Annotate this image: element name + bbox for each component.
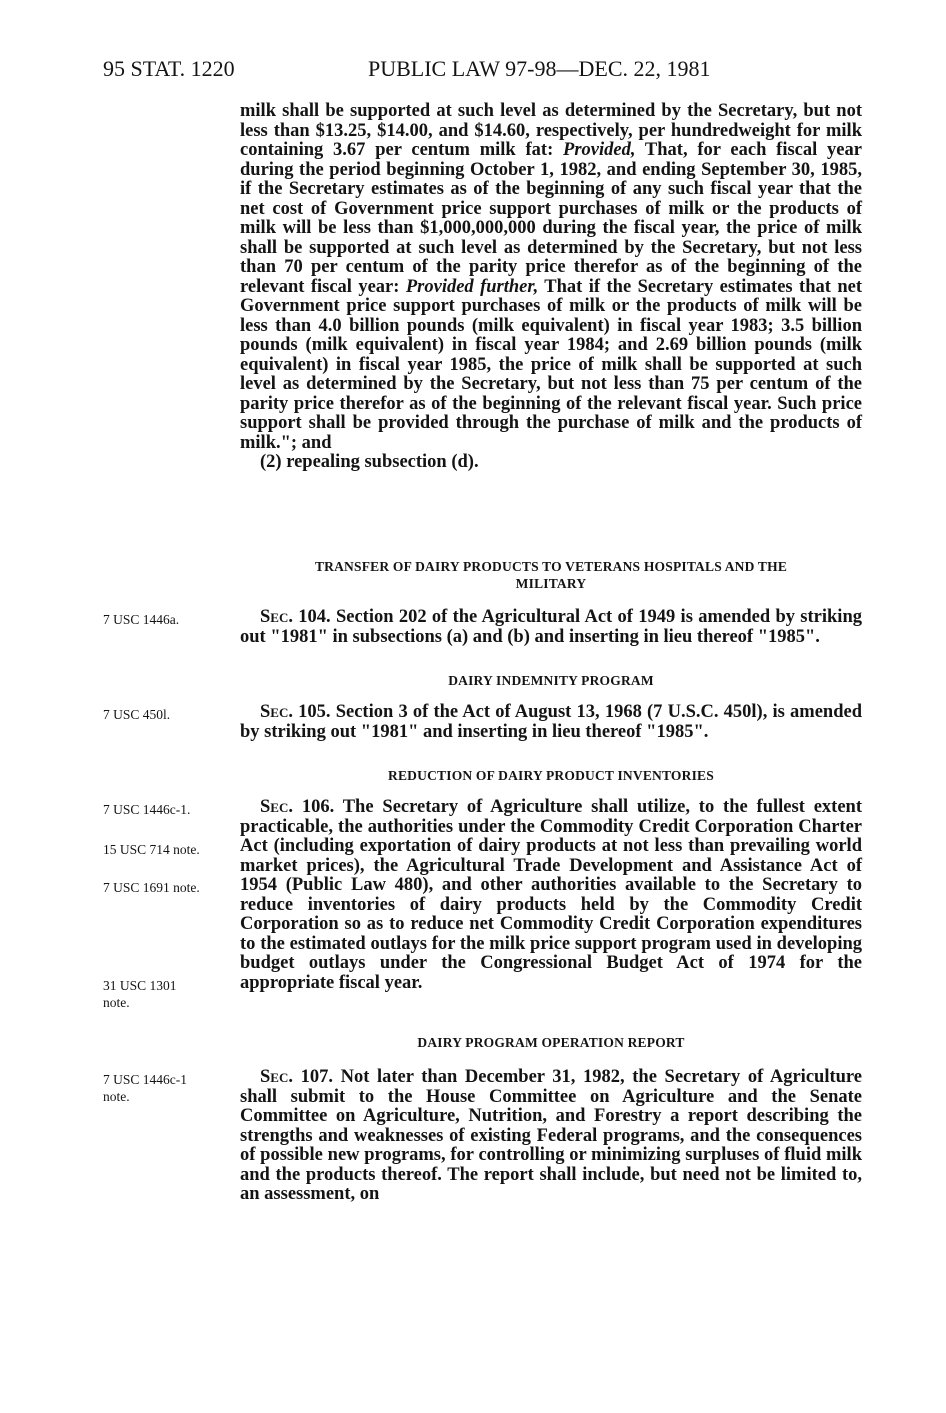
section-105	[240, 703, 862, 742]
text-run: That if the Secretary estimates that net Government price support purchases of milk or the products of milk will be less than 4.0 billion pounds (milk equivalent) in fiscal year 1983; 3.5 billion pounds (milk equivalent) in fiscal year 1984; and 2.69 billion pounds (milk equivalent) in fiscal year 1985, the price of milk shall be supported at such level as determined by the Secretary, but not less than 75 per centum of the parity price therefor as of the beginning of the relevant fiscal year. Such price support shall be provided through the purchase of milk and the products of milk."; and	[240, 276, 862, 453]
section-label: Sec. 106.	[260, 797, 335, 817]
margin-note: 7 USC 450l.	[103, 707, 171, 722]
proviso-term: Provided,	[563, 140, 636, 160]
section-paragraph	[240, 798, 862, 993]
section-paragraph	[240, 1068, 862, 1205]
section-107	[240, 1068, 862, 1205]
margin-note: 15 USC 714 note.	[103, 842, 200, 857]
section-text: Not later than December 31, 1982, the Secretary of Agriculture shall submit to the House Committee on Agriculture and the Senate Committee on Agriculture, Nutrition, and Forestry a report describing the strengths and weaknesses of existing Federal programs, and the consequences of possible new programs, for controlling or minimizing surpluses of fluid milk and the products thereof. The report shall include, but need not be limited to, an assessment, on	[240, 1067, 862, 1204]
margin-note: 7 USC 1446c-1	[103, 1072, 187, 1087]
margin-note: note.	[103, 995, 130, 1010]
section-104	[240, 608, 862, 647]
section-text: The Secretary of Agriculture shall utilize, to the fullest extent practicable, the authorities under the Commodity Credit Corporation Charter Act (including exportation of dairy products at not less than prevailing world market prices), the Agricultural Trade Development and Assistance Act of 1954 (Public Law 480), and other authorities available to the Secretary to reduce inventories of dairy products held by the Commodity Credit Corporation so as to reduce net Commodity Credit Corporation expenditures to the estimated outlays for the milk price support program used in developing budget outlays under the Congressional Budget Act of 1974 for the appropriate fiscal year.	[240, 797, 862, 993]
heading-line: MILITARY	[515, 576, 587, 591]
margin-note: 7 USC 1691 note.	[103, 880, 200, 895]
margin-note: note.	[103, 1089, 130, 1104]
list-item: (2) repealing subsection (d).	[260, 452, 479, 472]
proviso-term: Provided further,	[405, 276, 539, 297]
section-heading	[240, 672, 862, 689]
continuation-paragraph	[240, 102, 862, 453]
page-running-head: PUBLIC LAW 97-98—DEC. 22, 1981	[368, 56, 711, 81]
heading-line: REDUCTION OF DAIRY PRODUCT INVENTORIES	[388, 768, 714, 783]
section-text: Section 3 of the Act of August 13, 1968 (7 U.S.C. 450l), is amended by striking out "1981" and inserting in lieu thereof "1985".	[240, 702, 862, 742]
page-statute-citation: 95 STAT. 1220	[103, 56, 235, 81]
section-paragraph	[240, 608, 862, 647]
section-heading	[240, 558, 862, 592]
margin-note: 31 USC 1301	[103, 978, 177, 993]
text-run: That, for each fiscal year during the period beginning October 1, 1982, and ending September 30, 1985, if the Secretary estimates as of the beginning of any such fiscal year that the net cost of Government price support purchases of milk or the products of milk will be less than $1,000,000,000 during the fiscal year, the price of milk shall be supported at such level as determined by the Secretary, but not less than 70 per centum of the parity price therefor as of the beginning of the relevant fiscal year:	[240, 140, 862, 297]
heading-line: DAIRY INDEMNITY PROGRAM	[448, 673, 654, 688]
section-label: Sec. 105.	[260, 702, 331, 722]
section-heading	[240, 767, 862, 784]
section-label: Sec. 104.	[260, 607, 331, 627]
section-text: Section 202 of the Agricultural Act of 1949 is amended by striking out "1981" in subsections (a) and (b) and inserting in lieu thereof "1985".	[240, 607, 862, 647]
heading-line: TRANSFER OF DAIRY PRODUCTS TO VETERANS HOSPITALS AND THE	[314, 559, 788, 574]
section-106	[240, 798, 862, 993]
heading-line: DAIRY PROGRAM OPERATION REPORT	[417, 1035, 685, 1050]
section-paragraph	[240, 703, 862, 742]
section-label: Sec. 107.	[260, 1067, 333, 1087]
margin-note: 7 USC 1446c-1.	[103, 802, 191, 817]
margin-note: 7 USC 1446a.	[103, 612, 180, 627]
text-run: milk shall be supported at such level as determined by the Secretary, but not less than $13.25, $14.00, and $14.60, respectively, per hundredweight for milk containing 3.67 per centum milk fat:	[240, 101, 862, 160]
section-heading	[240, 1034, 862, 1051]
continuation-text	[240, 102, 862, 473]
